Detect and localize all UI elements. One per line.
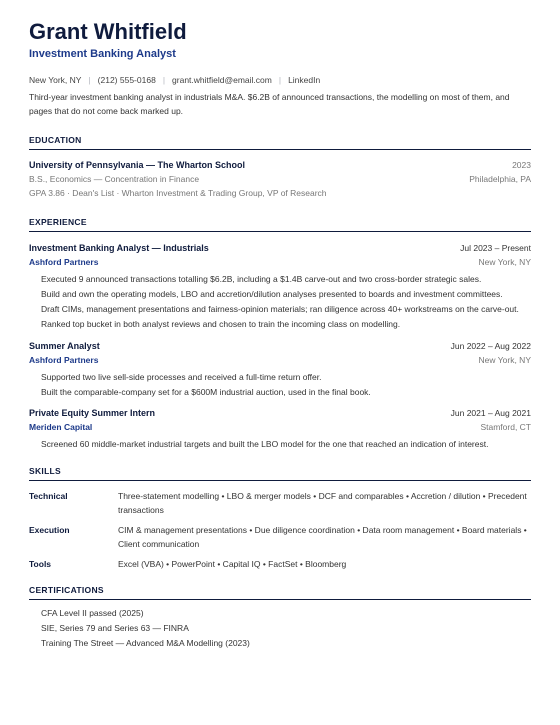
skill-value: Three-statement modelling • LBO & merger models • DCF and comparables • Accretion / dilution • Precedent transactions: [118, 490, 527, 515]
job-entry: [29, 241, 531, 332]
resume-page: [29, 18, 531, 651]
certifications-list: [29, 606, 531, 651]
contact-phone: (212) 555-0168: [97, 75, 156, 85]
skills-heading: SKILLS: [29, 465, 531, 481]
contact-separator: |: [162, 75, 166, 85]
job-bullet: Supported two live sell-side processes and received a full-time return offer.: [41, 371, 322, 382]
job-dates: Jul 2023 – Present: [460, 243, 531, 253]
job-bullets: [29, 272, 531, 332]
job-location: New York, NY: [478, 257, 531, 267]
certification-item: SIE, Series 79 and Series 63 — FINRA: [41, 622, 189, 633]
skill-label: Technical: [29, 490, 68, 501]
certifications-heading: CERTIFICATIONS: [29, 584, 531, 600]
contact-separator: |: [88, 75, 91, 85]
skill-value: CIM & management presentations • Due diligence coordination • Data room management • Board materials • Client communication: [118, 524, 527, 549]
job-company: Meriden Capital: [29, 422, 93, 432]
candidate-role: Investment Banking Analyst: [29, 48, 176, 60]
job-location: Stamford, CT: [480, 422, 531, 432]
job-bullets: [29, 437, 531, 452]
skill-row: [29, 489, 531, 517]
skill-label: Execution: [29, 524, 70, 535]
job-company: Ashford Partners: [29, 354, 99, 365]
education-entry: [29, 158, 531, 200]
education-degree: B.S., Economics — Concentration in Finance: [29, 174, 200, 184]
contact-line: [29, 74, 531, 86]
education-heading: EDUCATION: [29, 134, 531, 150]
skill-row: [29, 557, 531, 571]
skill-value: Excel (VBA) • PowerPoint • Capital IQ • FactSet • Bloomberg: [118, 558, 347, 569]
job-title: Private Equity Summer Intern: [29, 408, 156, 418]
summary-text: Third-year investment banking analyst in industrials M&A. $6.2B of announced transactions, the modelling on most of them, and pages that do not come back marked up.: [29, 92, 510, 116]
certification-item: Training The Street — Advanced M&A Modelling (2023): [41, 637, 250, 648]
candidate-name: Grant Whitfield: [29, 19, 187, 44]
job-entry: [29, 406, 531, 452]
education-location: Philadelphia, PA: [469, 174, 531, 184]
job-dates: Jun 2021 – Aug 2021: [450, 408, 531, 418]
job-bullet: Draft CIMs, management presentations and fairness-opinion materials; ran diligence across 40+ workstreams on the carve-out.: [41, 304, 519, 314]
job-bullet: Executed 9 announced transactions totalling $6.2B, including a $1.4B carve-out and two cross-border strategic sales.: [41, 274, 482, 284]
education-school: University of Pennsylvania — The Wharton School: [29, 160, 246, 170]
skill-label: Tools: [29, 558, 52, 569]
certification-item: CFA Level II passed (2025): [41, 607, 144, 618]
job-bullets: [29, 370, 531, 400]
education-year: 2023: [512, 160, 531, 170]
job-entry: [29, 339, 531, 400]
job-title: Investment Banking Analyst — Industrials: [29, 243, 209, 253]
job-company: Ashford Partners: [29, 257, 99, 267]
contact-linkedin-link[interactable]: LinkedIn: [288, 75, 321, 85]
contact-separator: |: [278, 75, 282, 85]
skills-table: [29, 489, 531, 571]
job-location: New York, NY: [478, 354, 531, 365]
contact-email-link[interactable]: grant.whitfield@email.com: [172, 75, 272, 85]
job-dates: Jun 2022 – Aug 2022: [450, 340, 531, 351]
job-title: Summer Analyst: [29, 340, 100, 351]
job-bullet: Build and own the operating models, LBO and accretion/dilution analyses presented to boards and investment committees.: [41, 289, 503, 299]
experience-heading: EXPERIENCE: [29, 216, 531, 232]
job-bullet: Ranked top bucket in both analyst reviews and chosen to train the incoming class on modelling.: [41, 319, 401, 329]
skill-row: [29, 523, 531, 551]
education-details: GPA 3.86 · Dean's List · Wharton Investment & Trading Group, VP of Research: [29, 188, 327, 198]
contact-location: New York, NY: [29, 75, 82, 85]
job-bullet: Screened 60 middle-market industrial targets and built the LBO model for the one that reached an indication of interest.: [41, 439, 489, 449]
job-bullet: Built the comparable-company set for a $600M industrial auction, used in the final book.: [41, 386, 371, 397]
